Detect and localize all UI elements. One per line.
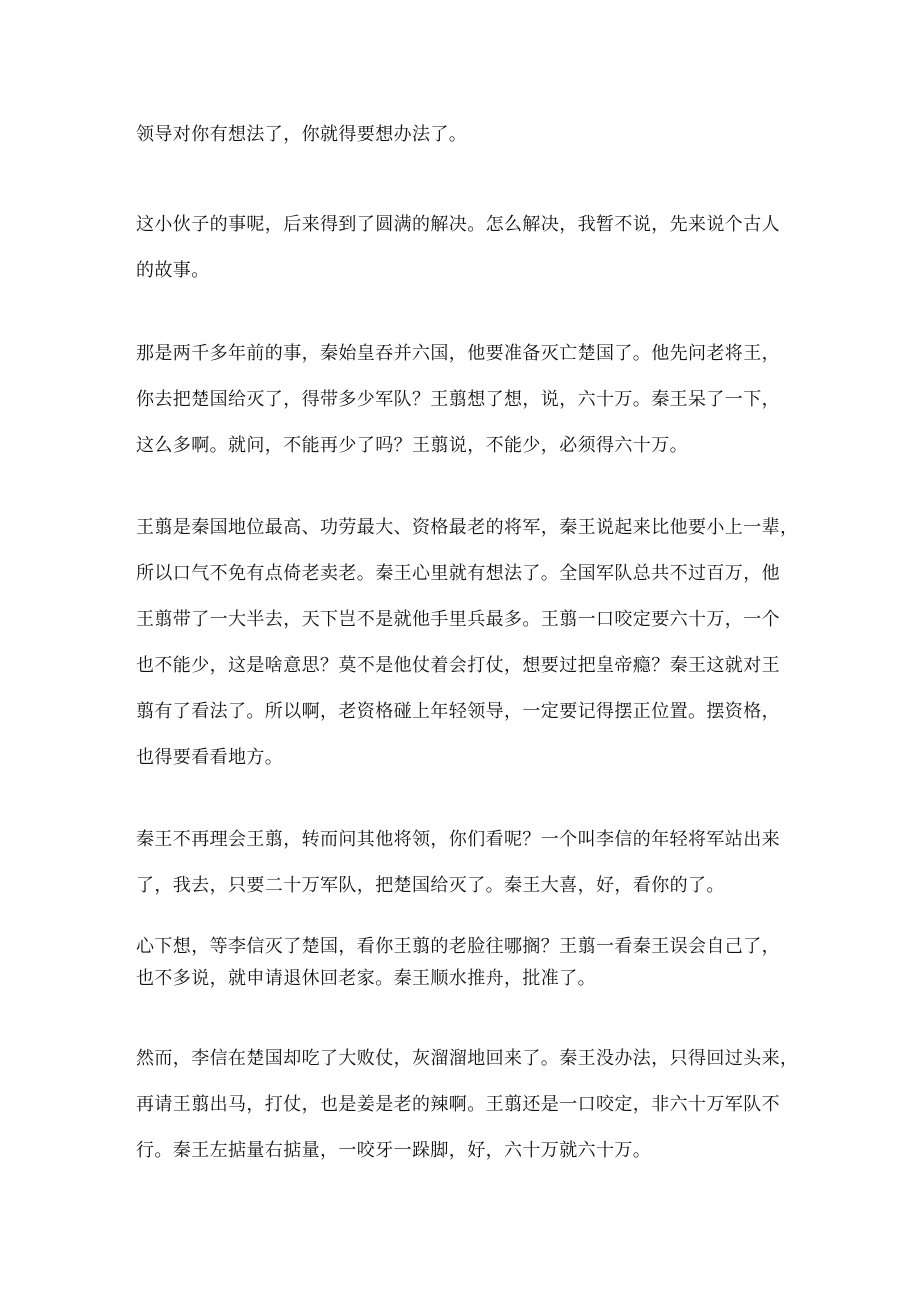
text-line: 再请王翦出马，打仗，也是姜是老的辣啊。王翦还是一口咬定，非六十万军队不 (136, 1094, 780, 1115)
text-line: 心下想，等李信灭了楚国，看你王翦的老脸往哪搁？王翦一看秦王误会自己了， (136, 936, 780, 957)
text-line: 你去把楚国给灭了，得带多少军队？王翦想了想，说，六十万。秦王呆了一下， (136, 389, 780, 410)
paragraph-2 (136, 202, 816, 294)
text-line: 翦有了看法了。所以啊，老资格碰上年轻领导，一定要记得摆正位置。摆资格， (136, 701, 780, 722)
text-line: 行。秦王左掂量右掂量，一咬牙一跺脚，好，六十万就六十万。 (136, 1140, 652, 1161)
text-line: 然而，李信在楚国却吃了大败仗，灰溜溜地回来了。秦王没办法，只得回过头来， (136, 1048, 799, 1069)
text-line: 这么多啊。就问，不能再少了吗？王翦说，不能少，必须得六十万。 (136, 435, 688, 456)
text-line: 也不能少，这是啥意思？莫不是他仗着会打仗，想要过把皇帝瘾？秦王这就对王 (136, 655, 780, 676)
text-line: 也得要看看地方。 (136, 747, 284, 768)
text-line: 王翦是秦国地位最高、功劳最大、资格最老的将军，秦王说起来比他要小上一辈， (136, 517, 799, 538)
paragraph-6 (136, 931, 816, 995)
paragraph-4 (136, 505, 816, 781)
text-line: 的故事。 (136, 260, 210, 281)
paragraph-1 (136, 112, 816, 158)
text-line: 那是两千多年前的事，秦始皇吞并六国，他要准备灭亡楚国了。他先问老将王， (136, 343, 780, 364)
paragraph-5 (136, 817, 816, 909)
text-line: 秦王不再理会王翦，转而问其他将领，你们看呢？一个叫李信的年轻将军站出来 (136, 829, 780, 850)
text-line: 所以口气不免有点倚老卖老。秦王心里就有想法了。全国军队总共不过百万，他 (136, 563, 780, 584)
text-line: 这小伙子的事呢，后来得到了圆满的解决。怎么解决，我暂不说，先来说个古人 (136, 214, 780, 235)
text-line: 王翦带了一大半去，天下岂不是就他手里兵最多。王翦一口咬定要六十万，一个 (136, 609, 780, 630)
paragraph-7 (136, 1036, 816, 1174)
text-line: 了，我去，只要二十万军队，把楚国给灭了。秦王大喜，好，看你的了。 (136, 875, 725, 896)
paragraph-3 (136, 331, 816, 469)
text-line: 领导对你有想法了，你就得要想办法了。 (136, 124, 468, 145)
text-line: 也不多说，就申请退休回老家。秦王顺水推舟，批准了。 (136, 968, 596, 989)
